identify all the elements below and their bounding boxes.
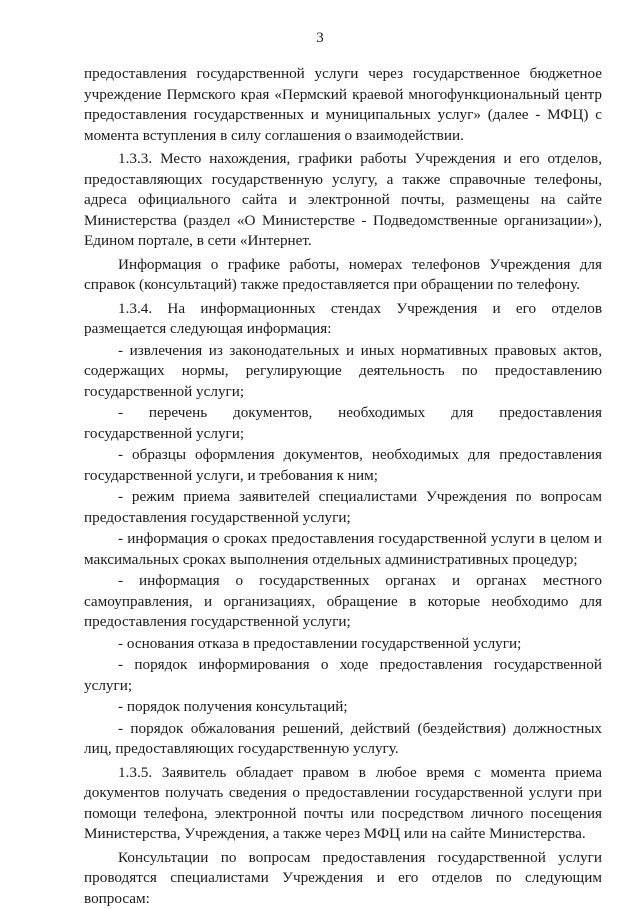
list-item: - порядок обжалования решений, действий (бездействия) должностных лиц, предоставляющих государственную услугу. xyxy=(84,719,602,760)
paragraph: предоставления государственной услуги через государственное бюджетное учреждение Пермского края «Пермский краевой многофункциональный центр предоставления государственных и муниципальных услуг» (далее - МФЦ) с момента вступления в силу соглашения о взаимодействии. xyxy=(84,64,602,146)
list-item: - основания отказа в предоставлении государственной услуги; xyxy=(84,634,602,655)
page-number: 3 xyxy=(0,30,640,47)
paragraph: Информация о графике работы, номерах телефонов Учреждения для справок (консультаций) также предоставляется при обращении по телефону. xyxy=(84,255,602,296)
list-item: - информация о сроках предоставления государственной услуги в целом и максимальных сроках выполнения отдельных административных процедур; xyxy=(84,529,602,570)
list-item: - порядок получения консультаций; xyxy=(84,697,602,718)
list-item: - порядок информирования о ходе предоставления государственной услуги; xyxy=(84,655,602,696)
list-item: - перечень документов, необходимых для предоставления государственной услуги; xyxy=(84,403,602,444)
list-item: - информация о государственных органах и органах местного самоуправления, и организациях, обращение в которые необходимо для предоставления государственной услуги; xyxy=(84,571,602,633)
list-item: - режим приема заявителей специалистами Учреждения по вопросам предоставления государственной услуги; xyxy=(84,487,602,528)
document-body xyxy=(84,64,602,909)
paragraph: 1.3.5. Заявитель обладает правом в любое время с момента приема документов получать сведения о предоставлении государственной услуги при помощи телефона, электронной почты или посредством личного посещения Министерства, Учреждения, а также через МФЦ или на сайте Министерства. xyxy=(84,763,602,845)
list-item: - образцы оформления документов, необходимых для предоставления государственной услуги, и требования к ним; xyxy=(84,445,602,486)
paragraph: Консультации по вопросам предоставления государственной услуги проводятся специалистами Учреждения и его отделов по следующим вопросам: xyxy=(84,848,602,909)
paragraph: 1.3.3. Место нахождения, графики работы Учреждения и его отделов, предоставляющих государственную услугу, а также справочные телефоны, адреса официального сайта и электронной почты, размещены на сайте Министерства (раздел «О Министерстве - Подведомственные организации»), Едином портале, в сети «Интернет. xyxy=(84,149,602,252)
paragraph: 1.3.4. На информационных стендах Учреждения и его отделов размещается следующая информация: xyxy=(84,299,602,340)
list-item: - извлечения из законодательных и иных нормативных правовых актов, содержащих нормы, регулирующие деятельность по предоставлению государственной услуги; xyxy=(84,341,602,403)
